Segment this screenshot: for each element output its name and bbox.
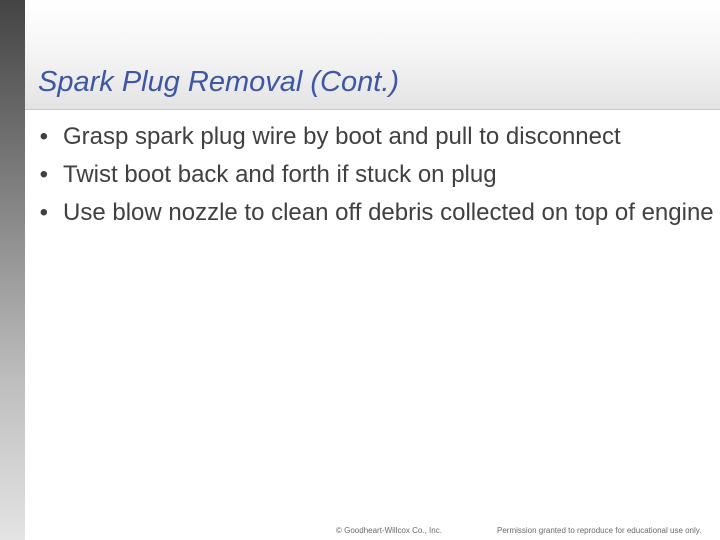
bullet-dot: • — [39, 199, 48, 226]
bullet-list — [28, 122, 718, 236]
bullet-item — [28, 160, 718, 189]
left-accent-bar — [0, 0, 25, 540]
bullet-item — [28, 198, 718, 227]
bullet-text: Twist boot back and forth if stuck on plug — [63, 161, 497, 188]
bullet-item — [28, 122, 718, 151]
bullet-dot: • — [39, 123, 48, 150]
slide-title: Spark Plug Removal (Cont.) — [38, 66, 400, 98]
bullet-text: Use blow nozzle to clean off debris collected on top of engine — [63, 199, 714, 226]
bullet-dot: • — [39, 161, 48, 188]
bullet-text: Grasp spark plug wire by boot and pull to disconnect — [63, 123, 621, 150]
title-divider — [25, 109, 720, 110]
footer-permission: Permission granted to reproduce for educational use only. — [497, 526, 702, 535]
footer-copyright: © Goodheart-Willcox Co., Inc. — [336, 526, 442, 535]
